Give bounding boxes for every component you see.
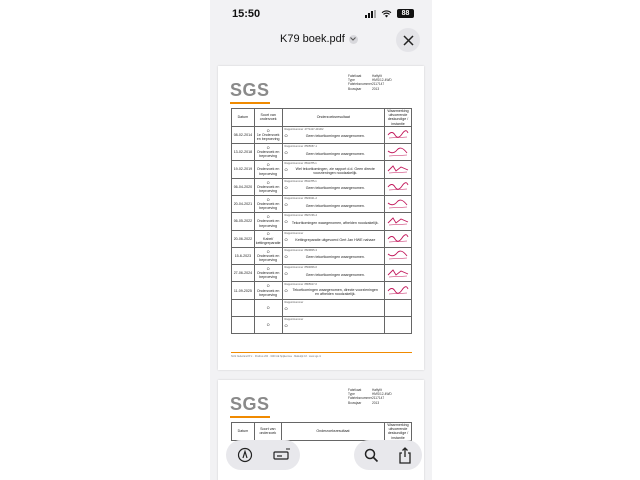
result-text	[284, 324, 384, 327]
table-row	[232, 282, 412, 299]
bullet-marker: O	[284, 150, 288, 156]
meta-value: HMS/12-4WD	[372, 392, 392, 397]
result-text	[284, 306, 384, 309]
cell-result	[282, 178, 385, 195]
report-number: 8824921-2	[304, 197, 317, 200]
report-label: Rapportnummer	[284, 283, 304, 287]
inspection-table	[231, 108, 412, 334]
close-icon	[403, 35, 414, 46]
cell-signature	[385, 213, 412, 230]
report-number: 8811785-1	[304, 162, 317, 166]
cell-type	[254, 247, 282, 264]
bullet-marker: O	[266, 180, 270, 185]
meta-value: 2013	[372, 86, 380, 91]
table-row	[232, 196, 412, 213]
meta-value: 2117147	[372, 82, 385, 87]
col-header-date: Datum	[232, 109, 255, 127]
cell-result	[282, 196, 385, 213]
table-row	[232, 178, 412, 195]
cell-date: 06-05-2022	[232, 213, 255, 230]
inspection-table	[231, 422, 412, 441]
bullet-marker: O	[266, 305, 270, 310]
signature-stamp	[387, 250, 409, 260]
cell-date: 27-06-2024	[232, 265, 255, 282]
bullet-marker: O	[266, 215, 270, 220]
cell-result	[282, 161, 385, 178]
bullet-marker: O	[266, 232, 270, 237]
report-number: 4771417-401/02	[304, 127, 324, 131]
bullet-marker: O	[284, 271, 288, 277]
cell-signature	[385, 196, 412, 213]
share-icon	[398, 447, 412, 464]
signal-icon	[365, 10, 376, 18]
footer-divider	[231, 352, 412, 353]
search-button[interactable]	[361, 445, 381, 465]
bullet-marker: O	[284, 219, 288, 225]
bullet-marker: O	[266, 267, 270, 272]
bullet-marker: O	[284, 202, 288, 207]
cell-date: 11-09-2025	[232, 282, 255, 299]
meta-value: Haflyfit	[372, 74, 382, 78]
markup-toolbar	[226, 440, 300, 470]
cell-type	[254, 317, 282, 334]
report-number: 8811785-1	[304, 179, 317, 183]
cell-date: 19-02-2019	[232, 161, 255, 178]
report-label: Rapportnummer	[284, 162, 304, 166]
col-header-signature: Waarmerking uitvoerende deskundige / instantie	[385, 423, 412, 441]
status-bar	[210, 0, 432, 28]
cell-signature	[385, 178, 412, 195]
sgs-logo: SGS	[230, 80, 270, 100]
cell-type	[254, 299, 282, 316]
bullet-marker: O	[284, 253, 288, 259]
cell-signature	[385, 161, 412, 178]
type-text: Onderzoek en beproeving	[256, 253, 280, 263]
cell-result	[282, 265, 385, 282]
cell-signature	[385, 317, 412, 334]
cell-signature	[385, 247, 412, 264]
result-text: Tekortkomingen waargenomen, afhelden noodzakelijk.	[291, 220, 379, 225]
bullet-marker: O	[266, 197, 270, 202]
result-text: Geen tekortkomingen waargenomen.	[305, 134, 365, 139]
type-text: 1e Onderzoek en beproeving	[256, 132, 280, 142]
type-text: Onderzoek en beproeving	[256, 184, 280, 193]
cell-result	[282, 282, 385, 299]
result-text: Geen tekortkomingen waargenomen.	[305, 203, 365, 208]
col-header-type: Soort van onderzoek	[254, 423, 281, 441]
result-text: Geen tekortkomingen waargenomen.	[305, 151, 365, 156]
meta-row	[348, 87, 392, 91]
col-header-date: Datum	[232, 423, 255, 441]
sgs-logo: SGS	[230, 394, 270, 414]
table-row	[232, 161, 412, 178]
report-number: 8565657-1	[304, 145, 317, 149]
report-number: 8865917-6	[304, 283, 317, 287]
report-number: 8564806-6	[304, 266, 317, 270]
logo-underline	[230, 416, 270, 418]
equipment-meta	[348, 74, 392, 91]
result-text: Geen tekortkomingen waargenomen.	[305, 255, 365, 260]
result-text: Wel tekortkomingen, zie rapport d.d. Geen directe voorzieningen noodzakelijk.	[295, 166, 375, 176]
cell-type	[254, 196, 282, 213]
cell-type	[254, 161, 282, 178]
bullet-marker: O	[284, 132, 288, 138]
document-title: K79 boek.pdf	[280, 33, 345, 45]
cell-result	[282, 213, 385, 230]
result-text: Kettingreparatie uitgevoerd Gert Jan HWE nahaze	[295, 238, 376, 243]
meta-label: Bouwjaar	[348, 86, 362, 91]
type-text: Onderzoek en beproeving	[256, 219, 280, 228]
table-row	[232, 230, 412, 247]
signature-stamp	[387, 181, 409, 191]
battery-icon: 88	[397, 9, 414, 18]
bullet-marker: O	[284, 167, 288, 173]
cell-type	[254, 213, 282, 230]
table-row	[232, 299, 412, 316]
signature-stamp	[387, 199, 409, 209]
cell-signature	[385, 144, 412, 161]
bullet-marker: O	[284, 305, 288, 311]
bullet-marker: O	[266, 284, 270, 289]
signature-stamp	[387, 216, 409, 226]
col-header-result: Onderzoeksresultaat	[281, 423, 384, 441]
type-text: Onderzoek en beproeving	[256, 167, 280, 176]
cell-signature	[385, 126, 412, 143]
meta-label: Fabrieksnummer	[348, 396, 372, 401]
cell-signature	[385, 265, 412, 282]
table-row	[232, 317, 412, 334]
cell-type	[254, 265, 282, 282]
cell-result	[282, 126, 385, 143]
cell-type	[254, 126, 282, 143]
table-row	[232, 265, 412, 282]
document-toolbar	[354, 440, 422, 470]
cell-date: 08-02-2014	[232, 126, 255, 143]
bullet-marker: O	[284, 236, 288, 242]
type-text: Onderzoek en beproeving	[256, 288, 280, 297]
meta-label: Type	[348, 392, 355, 397]
meta-value: 2013	[372, 400, 380, 405]
report-label: Rapportnummer	[284, 300, 304, 304]
markup-button[interactable]	[235, 445, 255, 465]
cell-result	[282, 317, 385, 334]
markup-pen-icon	[237, 447, 253, 463]
cell-type	[254, 282, 282, 299]
search-icon	[364, 448, 379, 463]
cell-date: 20-06-2022	[232, 230, 255, 247]
signature-stamp	[387, 147, 409, 157]
report-label: Rapportnummer	[284, 145, 304, 149]
col-header-type: Soort van onderzoek	[254, 109, 282, 127]
report-label: Rapportnummer	[284, 214, 304, 218]
cell-type	[254, 230, 282, 247]
type-text: Onderzoek en beproeving	[256, 150, 280, 159]
bullet-marker: O	[266, 163, 270, 168]
meta-row	[348, 401, 392, 405]
type-text: Onderzoek en beproeving	[256, 202, 280, 211]
col-header-signature: Waarmerking uitvoerende deskundige / instantie	[385, 109, 412, 127]
type-text: Onderzoek en beproeving	[256, 271, 280, 280]
bullet-marker: O	[266, 128, 270, 133]
cell-date: 13-02-2018	[232, 144, 255, 161]
status-time: 15:50	[232, 8, 261, 20]
bullet-marker: O	[266, 249, 270, 254]
title-bar	[210, 28, 432, 54]
bullet-marker: O	[284, 288, 288, 294]
table-row	[232, 126, 412, 143]
report-label: Rapportnummer	[284, 266, 304, 270]
result-text: Tekortkomingen waargenomen, directe voorzieningen en afhelden noodzakelijk.	[292, 287, 378, 297]
col-header-result: Onderzoeksresultaat	[282, 109, 385, 127]
wifi-icon	[381, 10, 392, 18]
report-label: Rapportnummer	[284, 197, 304, 200]
cell-result	[282, 299, 385, 316]
type-text: Kabel/ kettingreparatie	[255, 236, 281, 245]
meta-value: Haflyfit	[372, 388, 382, 392]
signature-stamp	[387, 129, 409, 139]
result-text: Geen tekortkomingen waargenomen.	[305, 186, 365, 191]
meta-label: Fabrieksnummer	[348, 82, 372, 87]
table-row	[232, 144, 412, 161]
pdf-page-1[interactable]	[218, 66, 424, 370]
signature-stamp	[387, 285, 409, 295]
meta-label: Fabrikaat	[348, 74, 362, 78]
meta-label: Bouwjaar	[348, 400, 362, 405]
cell-date: 15-6-2023	[232, 247, 255, 264]
close-button[interactable]	[396, 28, 420, 52]
bullet-marker: O	[284, 323, 288, 329]
cell-result	[282, 230, 385, 247]
cell-signature	[385, 299, 412, 316]
report-label: Rapportnummer	[284, 179, 304, 183]
status-icons	[365, 9, 414, 18]
report-label: Rapportnummer	[284, 231, 304, 235]
signature-button[interactable]	[272, 445, 292, 465]
cell-signature	[385, 230, 412, 247]
bullet-marker: O	[284, 184, 288, 190]
meta-value: 2117147	[372, 396, 385, 401]
bullet-marker: O	[266, 145, 270, 150]
table-row	[232, 213, 412, 230]
report-label: Rapportnummer	[284, 248, 304, 252]
report-label: Rapportnummer	[284, 318, 304, 322]
cell-type	[254, 178, 282, 195]
share-button[interactable]	[395, 445, 415, 465]
document-title-menu[interactable]	[280, 33, 358, 45]
result-text: Geen tekortkomingen waargenomen.	[305, 272, 365, 277]
cell-date: 20-04-2021	[232, 196, 255, 213]
cell-date	[232, 317, 255, 334]
logo-underline	[230, 102, 270, 104]
chevron-down-icon	[349, 35, 358, 44]
report-number: 8829805-3	[304, 248, 317, 252]
signature-icon	[273, 448, 291, 462]
phone-screen	[210, 0, 432, 480]
cell-signature	[385, 282, 412, 299]
signature-stamp	[387, 164, 409, 174]
cell-result	[282, 144, 385, 161]
report-label: Rapportnummer	[284, 127, 304, 131]
cell-result	[282, 247, 385, 264]
meta-label: Fabrikaat	[348, 388, 362, 392]
cell-type	[254, 144, 282, 161]
page-footer: SGS Nederland B.V. · Postbus 200 · 3200 AE Spijkenisse · Malledijk 18 · www.sgs.nl	[231, 355, 321, 358]
bullet-marker: O	[266, 323, 270, 328]
signature-stamp	[387, 268, 409, 278]
meta-label: Type	[348, 78, 355, 83]
report-number: 8827236-4	[304, 214, 317, 218]
equipment-meta	[348, 388, 392, 405]
table-row	[232, 247, 412, 264]
cell-date	[232, 299, 255, 316]
signature-stamp	[387, 233, 409, 243]
meta-value: HMS/12-4WD	[372, 78, 392, 83]
cell-date: 06-04-2020	[232, 178, 255, 195]
